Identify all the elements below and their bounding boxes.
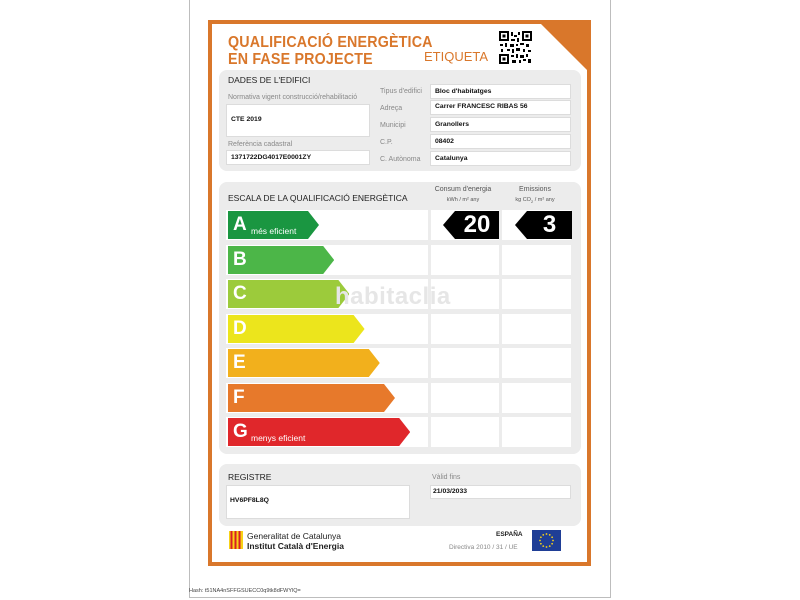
consumption-header: Consum d'energia (434, 186, 492, 193)
generalitat-flag-icon (229, 531, 243, 549)
class-caption-a: més eficient (251, 226, 297, 236)
consumption-cell-f (431, 383, 499, 413)
class-letter-a: A (233, 214, 247, 235)
consumption-cell-g (431, 417, 499, 447)
postal-value: 08402 (435, 138, 454, 145)
address-label: Adreça (380, 105, 403, 112)
emissions-cell-d (502, 314, 571, 344)
consumption-cell-b (431, 245, 499, 275)
consumption-badge (443, 211, 499, 239)
class-letter-d: D (233, 317, 247, 339)
title-line-2: EN FASE PROJECTE (228, 51, 373, 68)
emissions-cell-f (502, 383, 571, 413)
country-label: ESPAÑA (496, 531, 523, 538)
building-section-title: DADES DE L'EDIFICI (228, 75, 311, 85)
class-letter-f: F (233, 386, 245, 408)
consumption-cell-e (431, 348, 499, 378)
emissions-cell-e (502, 348, 571, 378)
region-label: C. Autònoma (380, 156, 421, 163)
type-value: Bloc d'habitatges (435, 88, 492, 95)
municipality-value: Granollers (435, 121, 469, 128)
municipality-label: Municipi (380, 122, 406, 129)
scale-section-title: ESCALA DE LA QUALIFICACIÓ ENERGÈTICA (228, 193, 408, 203)
emissions-unit: kg $CO_2 / m^2$ any (515, 197, 555, 205)
emissions-cell-c (502, 279, 571, 309)
address-value: Carrer FRANCESC RIBAS 56 (435, 103, 528, 110)
emissions-cell-g (502, 417, 571, 447)
etiqueta-label: ETIQUETA (424, 49, 489, 64)
institute-name: Institut Català d'Energia (247, 541, 344, 551)
orange-corner-decoration (537, 20, 591, 74)
eu-flag-icon (532, 530, 561, 551)
norm-value: CTE 2019 (231, 116, 262, 123)
emissions-badge-value: 3 (542, 211, 557, 238)
emissions-badge (515, 211, 572, 239)
class-letter-c: C (233, 283, 247, 304)
title-line-1: QUALIFICACIÓ ENERGÈTICA (228, 34, 433, 51)
class-caption-g: menys eficient (251, 433, 306, 443)
registry-section-title: REGISTRE (228, 472, 272, 482)
class-letter-e: E (233, 352, 246, 373)
emissions-cell-b (502, 245, 571, 275)
class-arrow-d (228, 315, 365, 343)
class-arrow-e (228, 349, 380, 377)
valid-value: 21/03/2033 (433, 488, 468, 495)
type-label: Tipus d'edifici (380, 88, 422, 95)
consumption-unit: kWh / m² any (446, 197, 480, 203)
region-value: Catalunya (435, 155, 468, 162)
emissions-header: Emissions (519, 186, 551, 193)
registry-value: HV6PF8L8Q (230, 497, 269, 504)
postal-label: C.P. (380, 139, 393, 146)
class-letter-g: G (233, 421, 248, 442)
cadastral-label: Referència cadastral (228, 141, 293, 148)
consumption-badge-value: 20 (463, 211, 491, 238)
hash-text: Hash: t51NA4nSFFGSUECC0q9tk8dFWYlQ= (189, 588, 301, 594)
cadastral-value: 1371722DG4017E0001ZY (231, 154, 312, 161)
gov-name: Generalitat de Catalunya (247, 531, 342, 541)
consumption-cell-d (431, 314, 499, 344)
valid-label: Vàlid fins (432, 474, 461, 481)
watermark: habitaclia (335, 283, 451, 310)
norm-label: Normativa vigent construcció/rehabilitació (228, 94, 358, 101)
class-arrow-f (228, 384, 395, 412)
class-letter-b: B (233, 248, 247, 270)
directive-label: Directiva 2010 / 31 / UE (449, 544, 518, 551)
qr-code-icon (498, 30, 533, 65)
